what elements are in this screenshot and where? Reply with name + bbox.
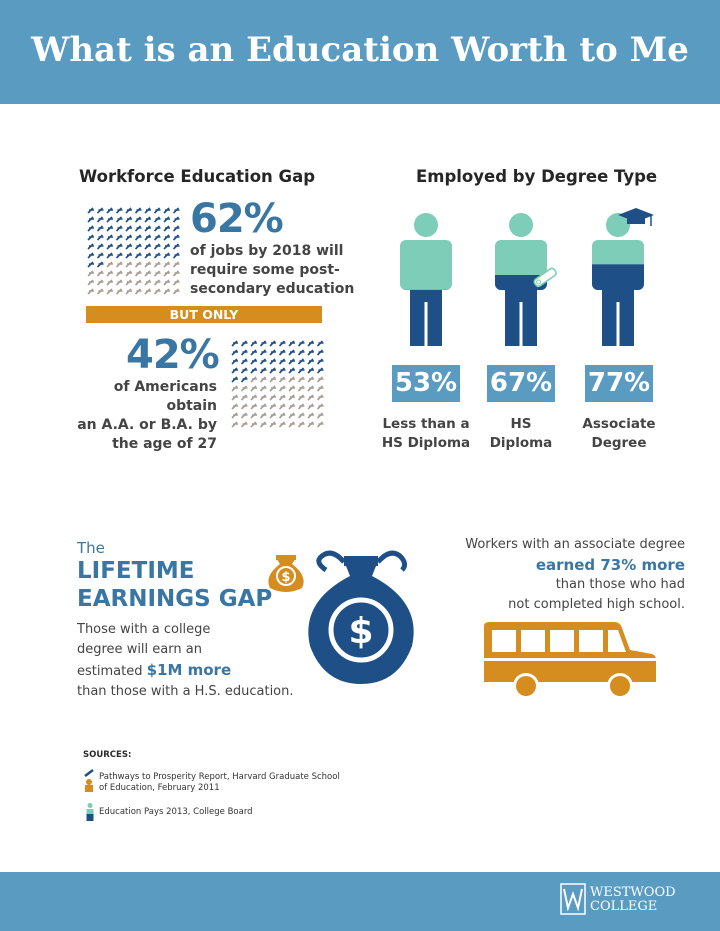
grid-mark-icon bbox=[117, 271, 123, 276]
workers-highlight: earned 73% more bbox=[535, 556, 685, 574]
grid-mark-icon bbox=[232, 341, 238, 346]
grid-mark-icon bbox=[289, 404, 295, 409]
label-associate bbox=[569, 415, 669, 453]
grid-mark-icon bbox=[88, 208, 94, 213]
grid-mark-icon bbox=[318, 404, 324, 409]
grid-mark-icon bbox=[308, 413, 314, 418]
grid-mark-icon bbox=[270, 377, 276, 382]
grid-mark-icon bbox=[270, 341, 276, 346]
grid-mark-icon bbox=[270, 368, 276, 373]
grid-mark-icon bbox=[299, 350, 305, 355]
grid-mark-icon bbox=[308, 404, 314, 409]
grid-mark-icon bbox=[136, 271, 142, 276]
jobs-icon-grid bbox=[86, 205, 183, 297]
grid-mark-icon bbox=[88, 244, 94, 249]
source-1 bbox=[99, 772, 340, 794]
jobs-description bbox=[190, 242, 354, 299]
grid-mark-icon bbox=[98, 217, 104, 222]
grid-mark-icon bbox=[299, 386, 305, 391]
grid-mark-icon bbox=[98, 289, 104, 294]
money-bag-illustration bbox=[262, 540, 432, 690]
label-associate-line-2: Degree bbox=[591, 435, 647, 451]
grid-mark-icon bbox=[98, 271, 104, 276]
grid-mark-icon bbox=[242, 422, 248, 427]
grid-mark-icon bbox=[299, 341, 305, 346]
logo-line-2: COLLEGE bbox=[590, 899, 658, 914]
grid-mark-icon bbox=[251, 359, 257, 364]
grid-mark-icon bbox=[107, 208, 113, 213]
grid-mark-icon bbox=[270, 386, 276, 391]
grid-mark-icon bbox=[126, 208, 132, 213]
grid-mark-icon bbox=[145, 289, 151, 294]
grid-mark-icon bbox=[126, 226, 132, 231]
grid-mark-icon bbox=[270, 422, 276, 427]
jobs-text-line-1: of jobs by 2018 will bbox=[190, 243, 344, 259]
grid-mark-icon bbox=[155, 289, 161, 294]
grid-mark-icon bbox=[299, 395, 305, 400]
logo-line-1: WESTWOOD bbox=[590, 885, 676, 900]
workforce-gap-heading: Workforce Education Gap bbox=[79, 167, 316, 186]
label-associate-line-1: Associate bbox=[582, 416, 656, 432]
sources-heading: SOURCES: bbox=[83, 750, 132, 760]
lifetime-heading-2: EARNINGS GAP bbox=[77, 586, 273, 612]
grid-mark-icon bbox=[155, 226, 161, 231]
grid-mark-icon bbox=[261, 377, 267, 382]
workers-line-3: than those who had bbox=[555, 577, 685, 592]
grid-mark-icon bbox=[251, 350, 257, 355]
grid-mark-icon bbox=[289, 395, 295, 400]
grid-mark-icon bbox=[155, 262, 161, 267]
label-hs-diploma-line-2: Diploma bbox=[489, 435, 553, 451]
americans-icon-grid bbox=[230, 338, 327, 430]
grid-mark-icon bbox=[261, 422, 267, 427]
grid-mark-icon bbox=[251, 413, 257, 418]
grid-mark-icon bbox=[136, 235, 142, 240]
grid-mark-icon bbox=[117, 226, 123, 231]
lifetime-heading-1: LIFETIME bbox=[77, 558, 195, 584]
grid-mark-icon bbox=[308, 368, 314, 373]
grid-mark-icon bbox=[289, 377, 295, 382]
label-less-than-hs-line-2: HS Diploma bbox=[381, 435, 471, 451]
grid-mark-icon bbox=[242, 377, 248, 382]
grid-mark-icon bbox=[164, 235, 170, 240]
grid-mark-icon bbox=[117, 208, 123, 213]
grid-mark-icon bbox=[270, 350, 276, 355]
grid-mark-icon bbox=[126, 280, 132, 285]
person-source-icon bbox=[85, 803, 95, 821]
grid-mark-icon bbox=[126, 217, 132, 222]
pct-box-less-than-hs: 53% bbox=[392, 365, 460, 402]
grid-mark-icon bbox=[145, 226, 151, 231]
grid-mark-icon bbox=[261, 341, 267, 346]
workers-line-1: Workers with an associate degree bbox=[465, 537, 685, 552]
grid-mark-icon bbox=[270, 404, 276, 409]
grid-mark-icon bbox=[126, 244, 132, 249]
grid-mark-icon bbox=[164, 262, 170, 267]
pct-box-hs-diploma: 67% bbox=[487, 365, 555, 402]
grid-mark-icon bbox=[136, 289, 142, 294]
grid-mark-icon bbox=[145, 280, 151, 285]
grid-mark-icon bbox=[107, 253, 113, 258]
grid-mark-icon bbox=[318, 350, 324, 355]
grid-mark-icon bbox=[251, 341, 257, 346]
grid-mark-icon bbox=[242, 395, 248, 400]
americans-text-line-2: an A.A. or B.A. by bbox=[77, 417, 217, 433]
grid-mark-icon bbox=[136, 226, 142, 231]
grid-mark-icon bbox=[174, 262, 180, 267]
grid-mark-icon bbox=[299, 377, 305, 382]
grid-mark-icon bbox=[280, 386, 286, 391]
grid-mark-icon bbox=[88, 262, 94, 267]
grid-mark-icon bbox=[261, 368, 267, 373]
grid-mark-icon bbox=[145, 253, 151, 258]
grid-mark-icon bbox=[270, 359, 276, 364]
grid-mark-icon bbox=[242, 386, 248, 391]
source-1-line-2: of Education, February 2011 bbox=[99, 783, 220, 793]
grid-mark-icon bbox=[289, 422, 295, 427]
pct-box-associate: 77% bbox=[585, 365, 653, 402]
americans-description bbox=[60, 378, 217, 454]
grid-mark-icon bbox=[174, 226, 180, 231]
grid-mark-icon bbox=[145, 235, 151, 240]
grid-mark-icon bbox=[232, 368, 238, 373]
page-title: What is an Education Worth to Me bbox=[31, 30, 689, 70]
grid-mark-icon bbox=[318, 395, 324, 400]
grid-mark-icon bbox=[174, 244, 180, 249]
grid-mark-icon bbox=[117, 289, 123, 294]
source-2: Education Pays 2013, College Board bbox=[99, 807, 253, 817]
employed-heading: Employed by Degree Type bbox=[416, 167, 658, 186]
grid-mark-icon bbox=[88, 217, 94, 222]
grid-mark-icon bbox=[232, 386, 238, 391]
grid-mark-icon bbox=[145, 262, 151, 267]
grid-mark-icon bbox=[318, 341, 324, 346]
grid-mark-icon bbox=[117, 280, 123, 285]
lifetime-line-3-prefix: estimated bbox=[77, 664, 147, 679]
grid-mark-icon bbox=[289, 386, 295, 391]
grid-mark-icon bbox=[280, 341, 286, 346]
lifetime-line-4: than those with a H.S. education. bbox=[77, 684, 294, 699]
grid-mark-icon bbox=[98, 280, 104, 285]
degree-figures bbox=[396, 208, 666, 353]
grid-mark-icon bbox=[232, 377, 238, 382]
grid-mark-icon bbox=[98, 244, 104, 249]
westwood-shield-logo-icon bbox=[560, 883, 586, 915]
college-logo-text bbox=[590, 886, 676, 914]
jobs-percent: 62% bbox=[190, 196, 283, 242]
grid-mark-icon bbox=[280, 377, 286, 382]
grid-mark-icon bbox=[136, 217, 142, 222]
lifetime-highlight: $1M more bbox=[146, 661, 232, 679]
large-money-bag-icon bbox=[308, 553, 413, 684]
grid-mark-icon bbox=[270, 413, 276, 418]
grid-mark-icon bbox=[289, 350, 295, 355]
grid-mark-icon bbox=[136, 253, 142, 258]
grid-mark-icon bbox=[117, 244, 123, 249]
grid-mark-icon bbox=[280, 413, 286, 418]
grid-mark-icon bbox=[117, 253, 123, 258]
small-money-bag-icon bbox=[268, 555, 303, 592]
workers-line-4: not completed high school. bbox=[508, 597, 685, 612]
grid-mark-icon bbox=[318, 413, 324, 418]
grid-mark-icon bbox=[164, 217, 170, 222]
grid-mark-icon bbox=[174, 217, 180, 222]
grid-mark-icon bbox=[232, 395, 238, 400]
grid-mark-icon bbox=[117, 235, 123, 240]
grid-mark-icon bbox=[107, 244, 113, 249]
grid-mark-icon bbox=[126, 262, 132, 267]
grid-mark-icon bbox=[299, 404, 305, 409]
grid-mark-icon bbox=[242, 404, 248, 409]
grid-mark-icon bbox=[98, 226, 104, 231]
grid-mark-icon bbox=[174, 208, 180, 213]
grid-mark-icon bbox=[251, 395, 257, 400]
grid-mark-icon bbox=[164, 253, 170, 258]
grid-mark-icon bbox=[251, 368, 257, 373]
grid-mark-icon bbox=[299, 359, 305, 364]
grid-mark-icon bbox=[155, 217, 161, 222]
school-bus-icon bbox=[480, 620, 660, 702]
jobs-text-line-3: secondary education bbox=[190, 281, 355, 297]
grid-mark-icon bbox=[88, 226, 94, 231]
lifetime-line-1: Those with a college bbox=[77, 622, 211, 637]
grid-mark-icon bbox=[308, 386, 314, 391]
grid-mark-icon bbox=[251, 422, 257, 427]
grid-mark-icon bbox=[280, 422, 286, 427]
label-hs-diploma bbox=[471, 415, 571, 453]
grid-mark-icon bbox=[261, 359, 267, 364]
grid-mark-icon bbox=[107, 289, 113, 294]
label-hs-diploma-line-1: HS bbox=[510, 416, 532, 432]
person-figure-icon bbox=[400, 213, 452, 346]
grid-mark-icon bbox=[289, 368, 295, 373]
grid-mark-icon bbox=[126, 253, 132, 258]
grid-mark-icon bbox=[155, 280, 161, 285]
grid-mark-icon bbox=[318, 359, 324, 364]
graduate-source-icon bbox=[83, 768, 95, 794]
grid-mark-icon bbox=[174, 235, 180, 240]
label-less-than-hs bbox=[376, 415, 476, 453]
grid-mark-icon bbox=[88, 280, 94, 285]
grid-mark-icon bbox=[261, 395, 267, 400]
grid-mark-icon bbox=[308, 422, 314, 427]
grid-mark-icon bbox=[251, 404, 257, 409]
grid-mark-icon bbox=[261, 350, 267, 355]
grid-mark-icon bbox=[270, 395, 276, 400]
grid-mark-icon bbox=[251, 386, 257, 391]
grid-mark-icon bbox=[174, 253, 180, 258]
grid-mark-icon bbox=[164, 208, 170, 213]
lifetime-kicker: The bbox=[77, 539, 105, 557]
grid-mark-icon bbox=[107, 262, 113, 267]
grid-mark-icon bbox=[299, 422, 305, 427]
americans-percent: 42% bbox=[126, 332, 219, 378]
grid-mark-icon bbox=[126, 289, 132, 294]
grid-mark-icon bbox=[145, 217, 151, 222]
grid-mark-icon bbox=[308, 359, 314, 364]
grid-mark-icon bbox=[299, 413, 305, 418]
grid-mark-icon bbox=[232, 359, 238, 364]
jobs-text-line-2: require some post- bbox=[190, 262, 340, 278]
grid-mark-icon bbox=[117, 217, 123, 222]
grid-mark-icon bbox=[280, 359, 286, 364]
grid-mark-icon bbox=[232, 422, 238, 427]
grid-mark-icon bbox=[299, 368, 305, 373]
grid-mark-icon bbox=[261, 404, 267, 409]
grid-mark-icon bbox=[174, 271, 180, 276]
grid-mark-icon bbox=[308, 341, 314, 346]
grid-mark-icon bbox=[232, 404, 238, 409]
svg-text:$: $ bbox=[348, 611, 374, 652]
grid-mark-icon bbox=[318, 368, 324, 373]
label-less-than-hs-line-1: Less than a bbox=[382, 416, 470, 432]
grid-mark-icon bbox=[107, 217, 113, 222]
grid-mark-icon bbox=[251, 377, 257, 382]
grid-mark-icon bbox=[164, 289, 170, 294]
grid-mark-icon bbox=[318, 377, 324, 382]
grid-mark-icon bbox=[88, 235, 94, 240]
grid-mark-icon bbox=[136, 244, 142, 249]
grid-mark-icon bbox=[155, 208, 161, 213]
grid-mark-icon bbox=[318, 386, 324, 391]
grid-mark-icon bbox=[136, 262, 142, 267]
grid-mark-icon bbox=[136, 280, 142, 285]
grid-mark-icon bbox=[280, 350, 286, 355]
grid-mark-icon bbox=[117, 262, 123, 267]
grid-mark-icon bbox=[98, 262, 104, 267]
grid-mark-icon bbox=[107, 271, 113, 276]
grid-mark-icon bbox=[242, 359, 248, 364]
americans-text-line-3: the age of 27 bbox=[112, 436, 217, 452]
but-only-bar: BUT ONLY bbox=[86, 306, 322, 323]
grid-mark-icon bbox=[136, 208, 142, 213]
grid-mark-icon bbox=[280, 404, 286, 409]
grid-mark-icon bbox=[261, 386, 267, 391]
lifetime-line-2: degree will earn an bbox=[77, 642, 202, 657]
person-figure-icon bbox=[592, 213, 644, 346]
grid-mark-icon bbox=[318, 422, 324, 427]
grid-mark-icon bbox=[155, 253, 161, 258]
grid-mark-icon bbox=[98, 253, 104, 258]
grid-mark-icon bbox=[98, 235, 104, 240]
grid-mark-icon bbox=[126, 271, 132, 276]
americans-text-line-1: of Americans obtain bbox=[113, 379, 217, 414]
grid-mark-icon bbox=[242, 341, 248, 346]
grid-mark-icon bbox=[145, 244, 151, 249]
grid-mark-icon bbox=[155, 244, 161, 249]
grid-mark-icon bbox=[174, 280, 180, 285]
grid-mark-icon bbox=[88, 253, 94, 258]
grid-mark-icon bbox=[107, 226, 113, 231]
grid-mark-icon bbox=[232, 350, 238, 355]
grid-mark-icon bbox=[164, 244, 170, 249]
grid-mark-icon bbox=[308, 350, 314, 355]
grid-mark-icon bbox=[155, 271, 161, 276]
grid-mark-icon bbox=[280, 368, 286, 373]
grid-mark-icon bbox=[126, 235, 132, 240]
grid-mark-icon bbox=[88, 289, 94, 294]
grid-mark-icon bbox=[155, 235, 161, 240]
grid-mark-icon bbox=[242, 350, 248, 355]
grid-mark-icon bbox=[145, 271, 151, 276]
source-1-line-1: Pathways to Prosperity Report, Harvard Graduate School bbox=[99, 772, 340, 782]
grid-mark-icon bbox=[308, 377, 314, 382]
grid-mark-icon bbox=[242, 368, 248, 373]
grid-mark-icon bbox=[261, 413, 267, 418]
svg-text:$: $ bbox=[281, 570, 291, 585]
grid-mark-icon bbox=[164, 271, 170, 276]
grid-mark-icon bbox=[289, 359, 295, 364]
grid-mark-icon bbox=[164, 226, 170, 231]
grid-mark-icon bbox=[98, 208, 104, 213]
grid-mark-icon bbox=[308, 395, 314, 400]
grid-mark-icon bbox=[242, 413, 248, 418]
grid-mark-icon bbox=[232, 413, 238, 418]
grid-mark-icon bbox=[145, 208, 151, 213]
grid-mark-icon bbox=[107, 235, 113, 240]
grid-mark-icon bbox=[174, 289, 180, 294]
grid-mark-icon bbox=[289, 341, 295, 346]
grid-mark-icon bbox=[88, 271, 94, 276]
grid-mark-icon bbox=[289, 413, 295, 418]
grid-mark-icon bbox=[280, 395, 286, 400]
grid-mark-icon bbox=[164, 280, 170, 285]
workers-statement bbox=[430, 535, 685, 615]
grid-mark-icon bbox=[107, 280, 113, 285]
